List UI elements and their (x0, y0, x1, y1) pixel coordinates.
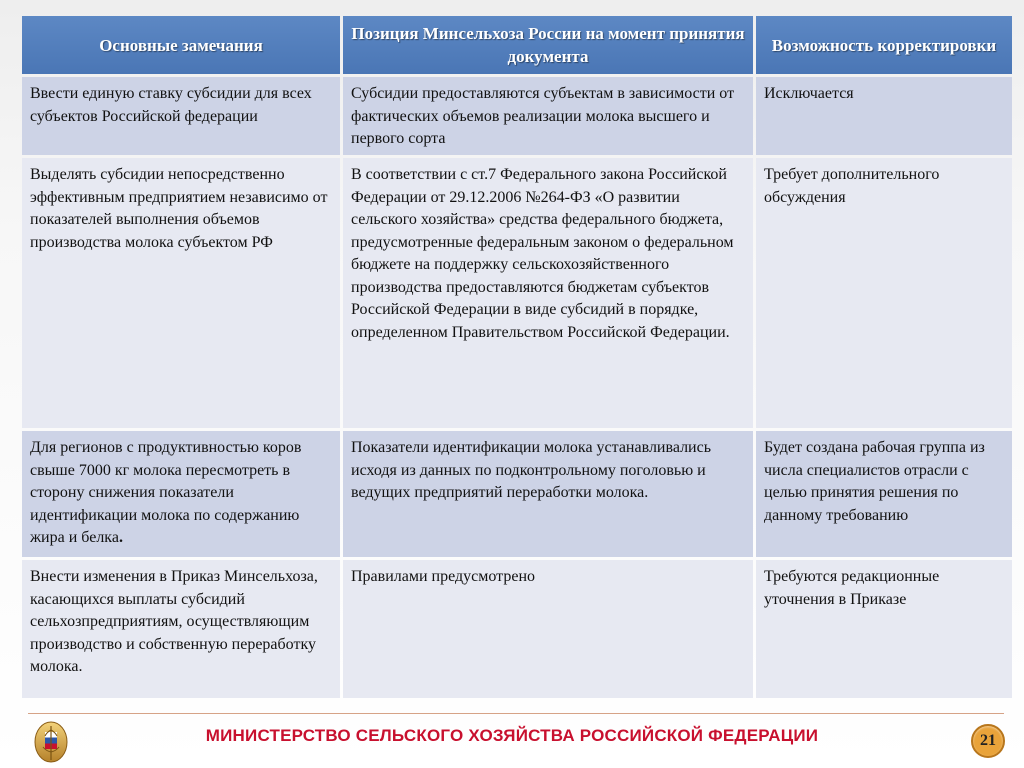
possibility-cell: Будет создана рабочая группа из числа специалистов отрасли с целью принятия решения по данному требованию (756, 431, 1012, 557)
remark-cell (22, 431, 340, 557)
possibility-cell: Исключается (756, 77, 1012, 155)
position-cell: В соответствии с ст.7 Федерального закона Российской Федерации от 29.12.2006 №264-ФЗ «О развитии сельского хозяйства» средства федерального бюджета, предусмотренные федеральным законом о федеральном бюджете на поддержку сельскохозяйственного производства предоставляются бюджетам субъектов Российской Федерации в виде субсидий в порядке, определенном Правительством Российской Федерации. (343, 158, 753, 428)
remark-text: Для регионов с продуктивностью коров свыше 7000 кг молока пересмотреть в сторону снижения показатели идентификации молока по содержанию жира и белка (30, 439, 302, 546)
header-ministry-position: Позиция Минсельхоза России на момент принятия документа (343, 16, 753, 74)
remark-cell: Внести изменения в Приказ Минсельхоза, касающихся выплаты субсидий сельхозпредприятиям, осуществляющим производство и собственную переработку молока. (22, 560, 340, 698)
remark-cell: Ввести единую ставку субсидии для всех субъектов Российской федерации (22, 77, 340, 155)
remark-bold-period: . (118, 529, 123, 546)
comparison-table-container (19, 13, 1012, 701)
page-number-badge (971, 724, 1005, 758)
remark-cell: Выделять субсидии непосредственно эффективным предприятием независимо от показателей выполнения объемов производства молока субъектом РФ (22, 158, 340, 428)
possibility-cell: Требуются редакционные уточнения в Приказе (756, 560, 1012, 698)
table-row (22, 77, 1012, 155)
header-main-remarks: Основные замечания (22, 16, 340, 74)
position-cell: Показатели идентификации молока устанавливались исходя из данных по подконтрольному поголовью и ведущих предприятий переработки молока. (343, 431, 753, 557)
page-number: 21 (980, 732, 996, 749)
position-cell: Правилами предусмотрено (343, 560, 753, 698)
possibility-cell: Требует дополнительного обсуждения (756, 158, 1012, 428)
table-row (22, 560, 1012, 698)
header-correction-possibility: Возможность корректировки (756, 16, 1012, 74)
table-row (22, 431, 1012, 557)
position-cell: Субсидии предоставляются субъектам в зависимости от фактических объемов реализации молока высшего и первого сорта (343, 77, 753, 155)
remarks-table (19, 13, 1015, 701)
footer-divider (28, 713, 1004, 714)
table-row (22, 158, 1012, 428)
table-header-row (22, 16, 1012, 74)
ministry-title: МИНИСТЕРСТВО СЕЛЬСКОГО ХОЗЯЙСТВА РОССИЙСКОЙ ФЕДЕРАЦИИ (205, 726, 819, 745)
